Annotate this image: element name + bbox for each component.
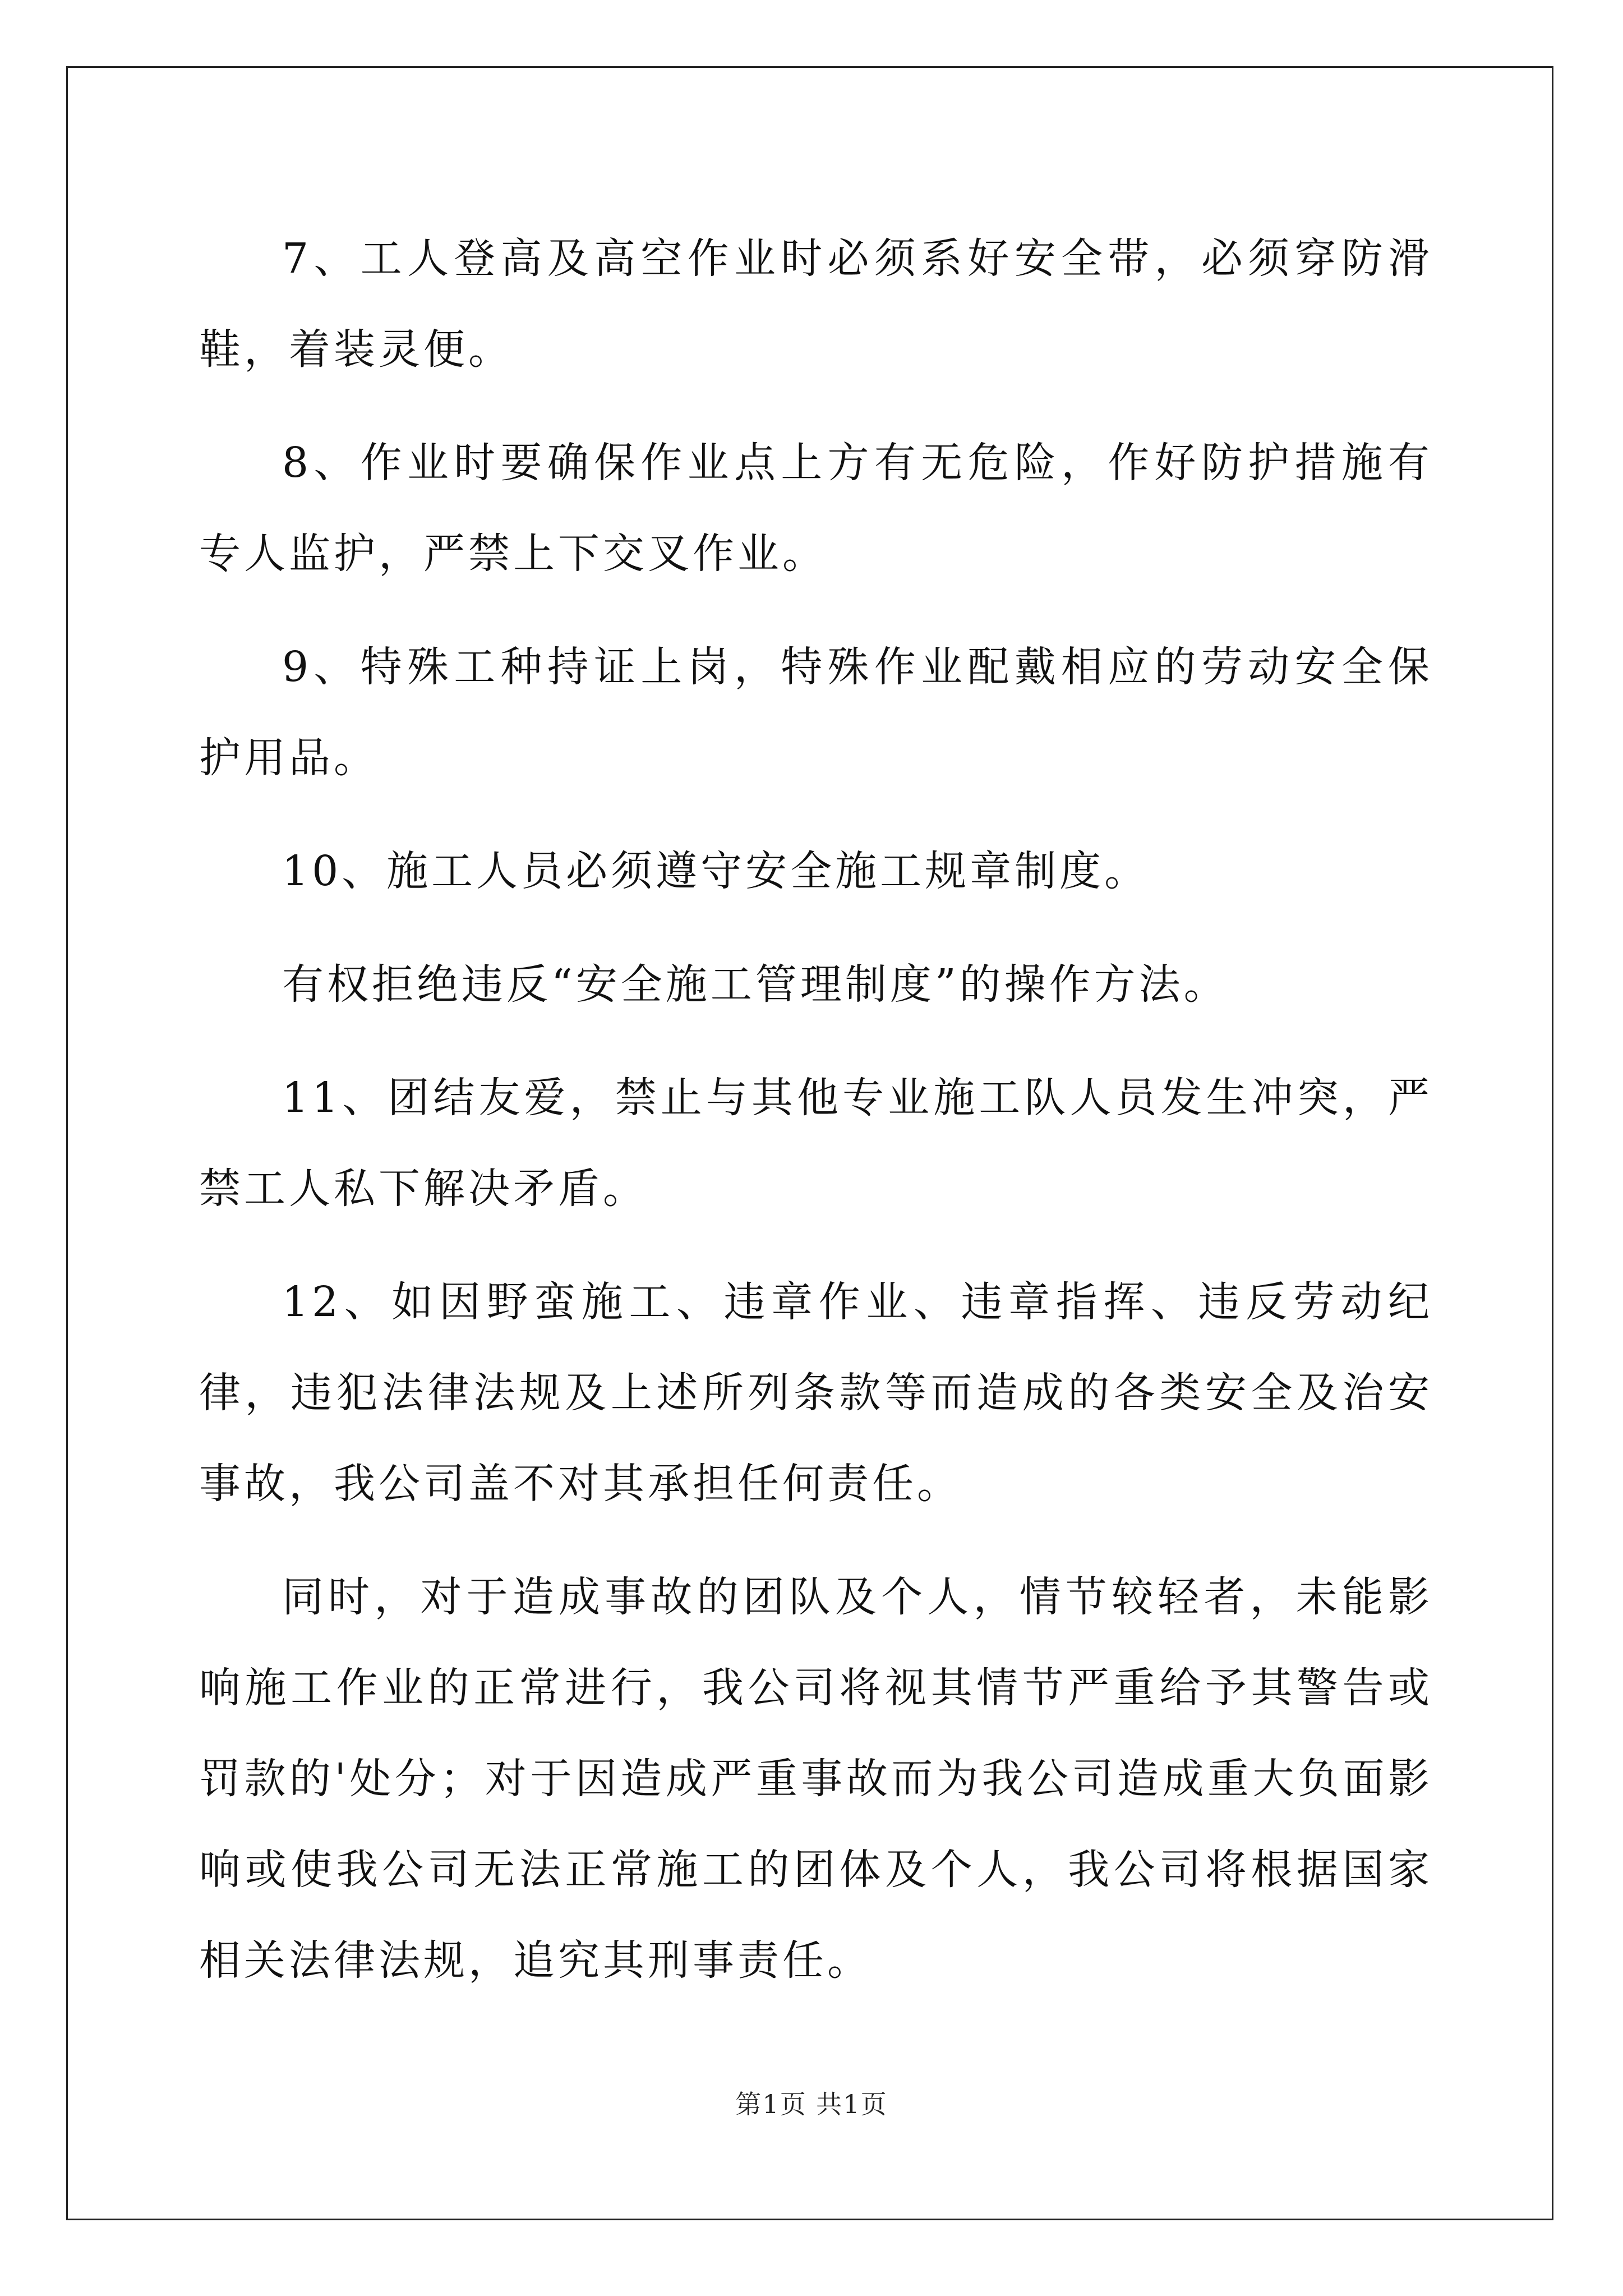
page-number-footer: 第1页 共1页 (735, 2089, 888, 2119)
paragraph-item-10: 10、施工人员必须遵守安全施工规章制度。 (282, 847, 1150, 895)
paragraph-item-9: 9、特殊工种持证上岗，特殊作业配戴相应的劳动安全保护用品。 (199, 643, 1433, 782)
paragraph-item-7: 7、工人登高及高空作业时必须系好安全带，必须穿防滑鞋，着装灵便。 (199, 234, 1433, 374)
paragraph-item-12: 12、如因野蛮施工、违章作业、违章指挥、违反劳动纪律，违犯法律法规及上述所列条款等而造成的各类安全及治安事故，我公司盖不对其承担任何责任。 (199, 1278, 1433, 1508)
paragraph-item-8: 8、作业时要确保作业点上方有无危险，作好防护措施有专人监护，严禁上下交叉作业。 (199, 439, 1433, 578)
document-body (199, 213, 1433, 2028)
paragraph-item-11: 11、团结友爱，禁止与其他专业施工队人员发生冲突，严禁工人私下解决矛盾。 (199, 1074, 1433, 1213)
paragraph-right-to-refuse: 有权拒绝违反“安全施工管理制度”的操作方法。 (282, 960, 1229, 1009)
paragraph-penalties: 同时，对于造成事故的团队及个人，情节较轻者，未能影响施工作业的正常进行，我公司将视其情节严重给予其警告或罚款的'处分；对于因造成严重事故而为我公司造成重大负面影响或使我公司无法正常施工的团体及个人，我公司将根据国家相关法律法规，追究其刑事责任。 (199, 1573, 1433, 1985)
